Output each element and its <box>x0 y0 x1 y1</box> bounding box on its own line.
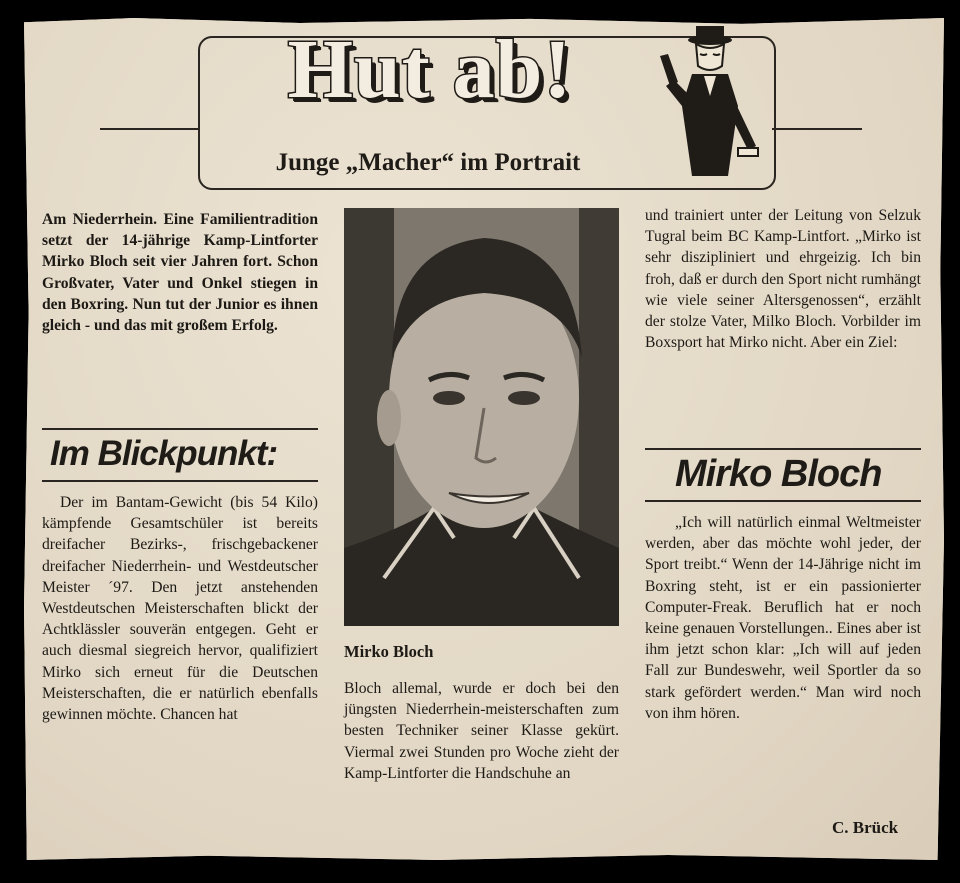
section-rule-right-top <box>645 448 921 450</box>
section-heading-blickpunkt: Im Blickpunkt: <box>50 434 278 473</box>
headline-title: Hut ab! <box>287 23 573 116</box>
photo-caption: Mirko Bloch <box>344 642 434 661</box>
portrait-photo <box>344 208 619 626</box>
section-rule-right-bottom <box>645 500 921 502</box>
portrait-illustration <box>344 208 619 626</box>
middle-body-text: Bloch allemal, wurde er doch bei den jüngsten Niederrhein-meisterschaften zum besten Techniker seiner Klasse gekürt. Viermal zwei Stunden pro Woche zieht der Kamp-Lintforter die Handschuhe an <box>344 680 619 782</box>
right-top-text: und trainiert unter der Leitung von Selzuk Tugral beim BC Kamp-Lintfort. „Mirko ist sehr diszipliniert und ehrgeizig. Ich bin froh, daß er durch den Sport nicht rumhängt wie viele seiner Altersgenossen“, erzählt der stolze Vater, Milko Bloch. Vorbilder im Boxsport hat Mirko nicht. Aber ein Ziel: <box>645 207 921 352</box>
right-body-text: „Ich will natürlich einmal Weltmeister werden, aber das möchte wohl jeder, der Sport treibt.“ Wenn der 14-Jährige nicht im Boxring steht, ist er ein passionierter Computer-Freak. Beruflich hat er noch keine genauen Vorstellungen.. Eines aber ist ihm jetzt schon klar: „Ich will auf jeden Fall zur Bundeswehr, weil Sportler da so stark gefördert werden.“ Man wird noch von ihm hören. <box>645 514 921 722</box>
left-body-text: Der im Bantam-Gewicht (bis 54 Kilo) kämpfende Gesamtschüler ist bereits dreifacher Bezirks-, frischgebackener dreifacher Niederrhein- und Westdeutscher Meister ´97. Den jetzt anstehenden Westdeutschen Meisterschaften blickt der Achtklässler souverän entgegen. Geht er auch diesmal siegreich hervor, qualifiziert Mirko sich erneut für die Deutschen Meisterschaften, die er natürlich ebenfalls gewinnen möchte. Chancen hat <box>42 494 318 724</box>
headline-subtitle: Junge „Macher“ im Portrait <box>275 149 581 176</box>
section-rule-left-top <box>42 428 318 430</box>
top-hat-man-logo <box>652 26 762 184</box>
section-heading-mirko-bloch: Mirko Bloch <box>675 453 882 495</box>
intro-paragraph: Am Niederrhein. Eine Familientradition setzt der 14-jährige Kamp-Lintforter Mirko Bloch seit vier Jahren fort. Schon Großvater, Vater und Onkel stiegen in den Boxring. Nun tut der Junior es ihnen gleich - und das mit großem Erfolg. <box>42 211 318 335</box>
header-rule-right <box>772 128 862 130</box>
header-rule-left <box>100 128 198 130</box>
section-rule-left-bottom <box>42 480 318 482</box>
author-byline: C. Brück <box>832 818 899 837</box>
